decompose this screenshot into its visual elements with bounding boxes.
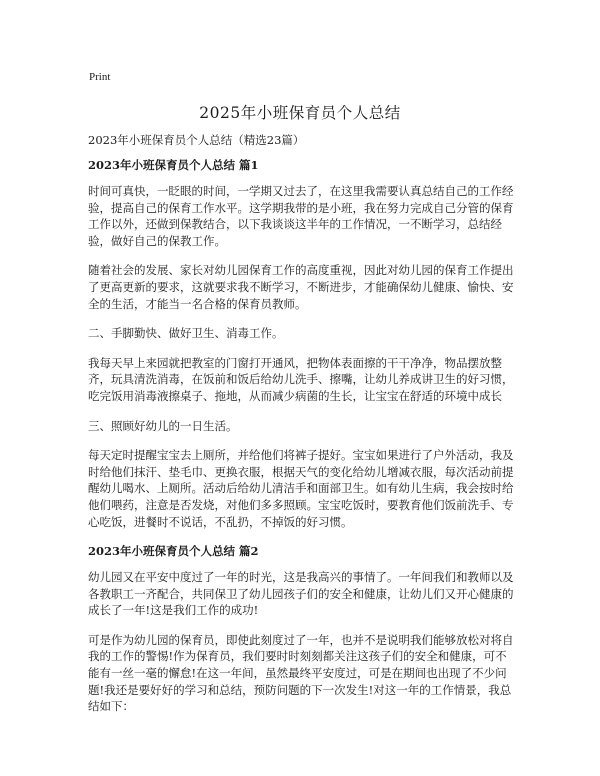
- section-heading: 2023年小班保育员个人总结 篇2: [88, 544, 259, 559]
- section-heading: 2023年小班保育员个人总结 篇1: [88, 158, 259, 172]
- paragraph: 时间可真快，一眨眼的时间，一学期又过去了，在这里我需要认真总结自己的工作经验，提高自己的保育工作水平。这学期我带的是小班，我在努力完成自己分管的保育工作以外，还做到保教结合，以下我谈谈这半年的工作情况，一不断学习，总结经验，做好自己的保教工作。: [88, 184, 514, 248]
- paragraph: 随着社会的发展、家长对幼儿园保育工作的高度重视，因此对幼儿园的保育工作提出了更高更新的要求，这就要求我不断学习，不断进步，才能确保幼儿健康、愉快、安全的生活，才能当一名合格的保育员教师。: [88, 263, 514, 311]
- paragraph: 三、照顾好幼儿的一日生活。: [88, 418, 238, 433]
- paragraph: 幼儿园又在平安中度过了一年的时光，这是我高兴的事情了。一年间我们和教师以及各教职工一齐配合，共同保卫了幼儿园孩子们的安全和健康，让幼儿们又开心健康的成长了一年!这是我们工作的成功!: [88, 570, 514, 618]
- document-body: [88, 132, 516, 728]
- print-link[interactable]: Print: [89, 71, 111, 83]
- document-subtitle: 2023年小班保育员个人总结（精选23篇）: [88, 133, 305, 147]
- paragraph: 我每天早上来园就把教室的门窗打开通风，把物体表面擦的干干净净，物品摆放整齐，玩具清洗消毒，在饭前和饭后给幼儿洗手、擦嘴，让幼儿养成讲卫生的好习惯，吃完饭用消毒液擦桌子、拖地，从而减少病菌的生长，让宝宝在舒适的环境中成长: [88, 355, 514, 403]
- paragraph: 二、手脚勤快、做好卫生、消毒工作。: [88, 326, 284, 341]
- paragraph: 每天定时提醒宝宝去上厕所，并给他们将裤子提好。宝宝如果进行了户外活动，我及时给他们抹汗、垫毛巾、更换衣服，根据天气的变化给幼儿增减衣服，每次活动前提醒幼儿喝水、上厕所。活动后给幼儿清洁手和面部卫生。如有幼儿生病，我会按时给他们喂药，注意是否发烧，对他们多多照顾。宝宝吃饭时，要教育他们饭前洗手、专心吃饭，进餐时不说话，不乱扔，不掉饭的好习惯。: [88, 448, 514, 529]
- paragraph: 可是作为幼儿园的保育员，即使此刻度过了一年，也并不是说明我们能够放松对将自我的工作的警惕!作为保育员，我们要时时刻刻都关注这孩子们的安全和健康，可不能有一丝一毫的懈怠!在这一年间，虽然最终平安度过，可是在期间也出现了不少问题!我还是要好好的学习和总结，预防问题的下一次发生!对这一年的工作情景，我总结如下：: [88, 632, 514, 714]
- document-title: 2025年小班保育员个人总结: [199, 104, 401, 122]
